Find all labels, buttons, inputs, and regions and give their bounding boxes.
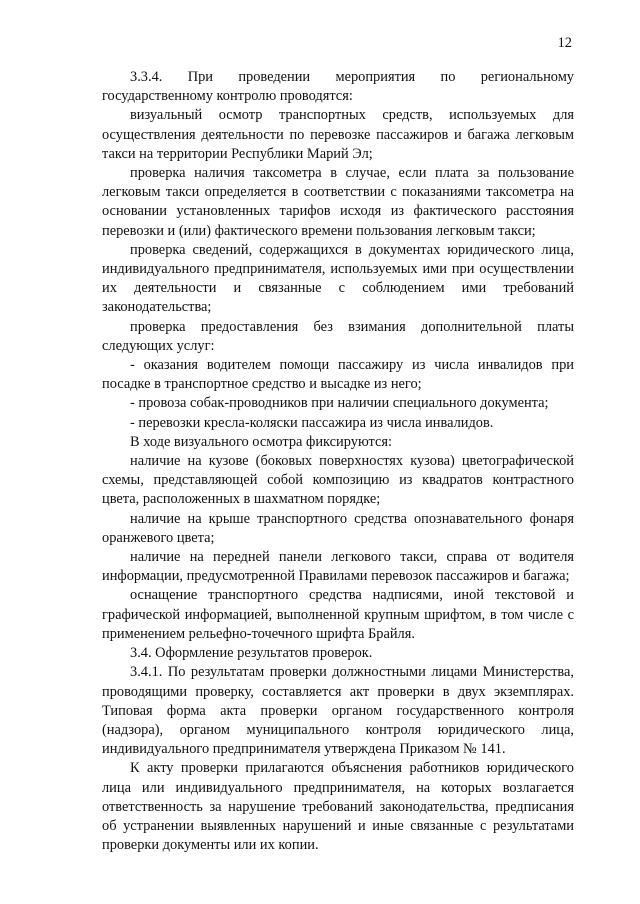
paragraph-services-check: проверка предоставления без взимания дополнительной платы следующих услуг: [102,318,574,354]
paragraph-3-3-4: 3.3.4. При проведении мероприятия по региональному государственному контролю проводятся: [102,69,574,105]
paragraph-documents-check: проверка сведений, содержащихся в документах юридического лица, индивидуального предпринимателя, используемых ими при осуществлении их деятельности и связанные с соблюдением ими требований законодательства; [102,241,574,316]
paragraph-act-attachments: К акту проверки прилагаются объяснения работников юридического лица или индивидуального предпринимателя, на которых возлагается ответственность за нарушение требований законодательства, предписания об устранении выявленных нарушений и иные связанные с результатами проверки документы или их копии. [102,760,574,854]
page-number: 12 [557,35,572,51]
paragraph-front-panel-info: наличие на передней панели легкового такси, справа от водителя информации, предусмотренной Правилами перевозок пассажиров и багажа; [102,549,574,585]
paragraph-taximeter-check: проверка наличия таксометра в случае, если плата за пользование легковым такси определяется в соответствии с показаниями таксометра на основании установленных тарифов исходя из фактического расстояния перевозки и (или) фактического времени пользования легковым такси; [102,165,574,239]
paragraph-visual-inspection: визуальный осмотр транспортных средств, используемых для осуществления деятельности по перевозке пассажиров и багажа легковым такси на территории Республики Марий Эл; [102,107,574,162]
document-body [102,68,574,855]
list-item-wheelchair: - перевозки кресла-коляски пассажира из числа инвалидов. [130,414,494,431]
paragraph-color-scheme: наличие на кузове (боковых поверхностях кузова) цветографической схемы, представляющей собой композицию из квадратов контрастного цвета, расположенных в шахматном порядке; [102,453,574,508]
paragraph-3-4-1: 3.4.1. По результатам проверки должностными лицами Министерства, проводящими проверку, составляется акт проверки в двух экземплярах. Типовая форма акта проверки органом государственного контроля (надзора), органом муниципального контроля юридического лица, индивидуального предпринимателя утверждена Приказом № 141. [102,664,574,758]
paragraph-roof-lamp: наличие на крыше транспортного средства опознавательного фонаря оранжевого цвета; [102,510,574,546]
list-item-assistance: - оказания водителем помощи пассажиру из числа инвалидов при посадке в транспортное средство и высадке из него; [102,357,574,393]
paragraph-inscriptions: оснащение транспортного средства надписями, иной текстовой и графической информацией, выполненной крупным шрифтом, в том числе с применением рельефно-точечного шрифта Брайля. [102,587,574,642]
paragraph-inspection-records: В ходе визуального осмотра фиксируются: [130,433,392,450]
section-heading-3-4: 3.4. Оформление результатов проверок. [130,645,373,662]
list-item-guide-dogs: - провоза собак-проводников при наличии специального документа; [130,395,549,412]
